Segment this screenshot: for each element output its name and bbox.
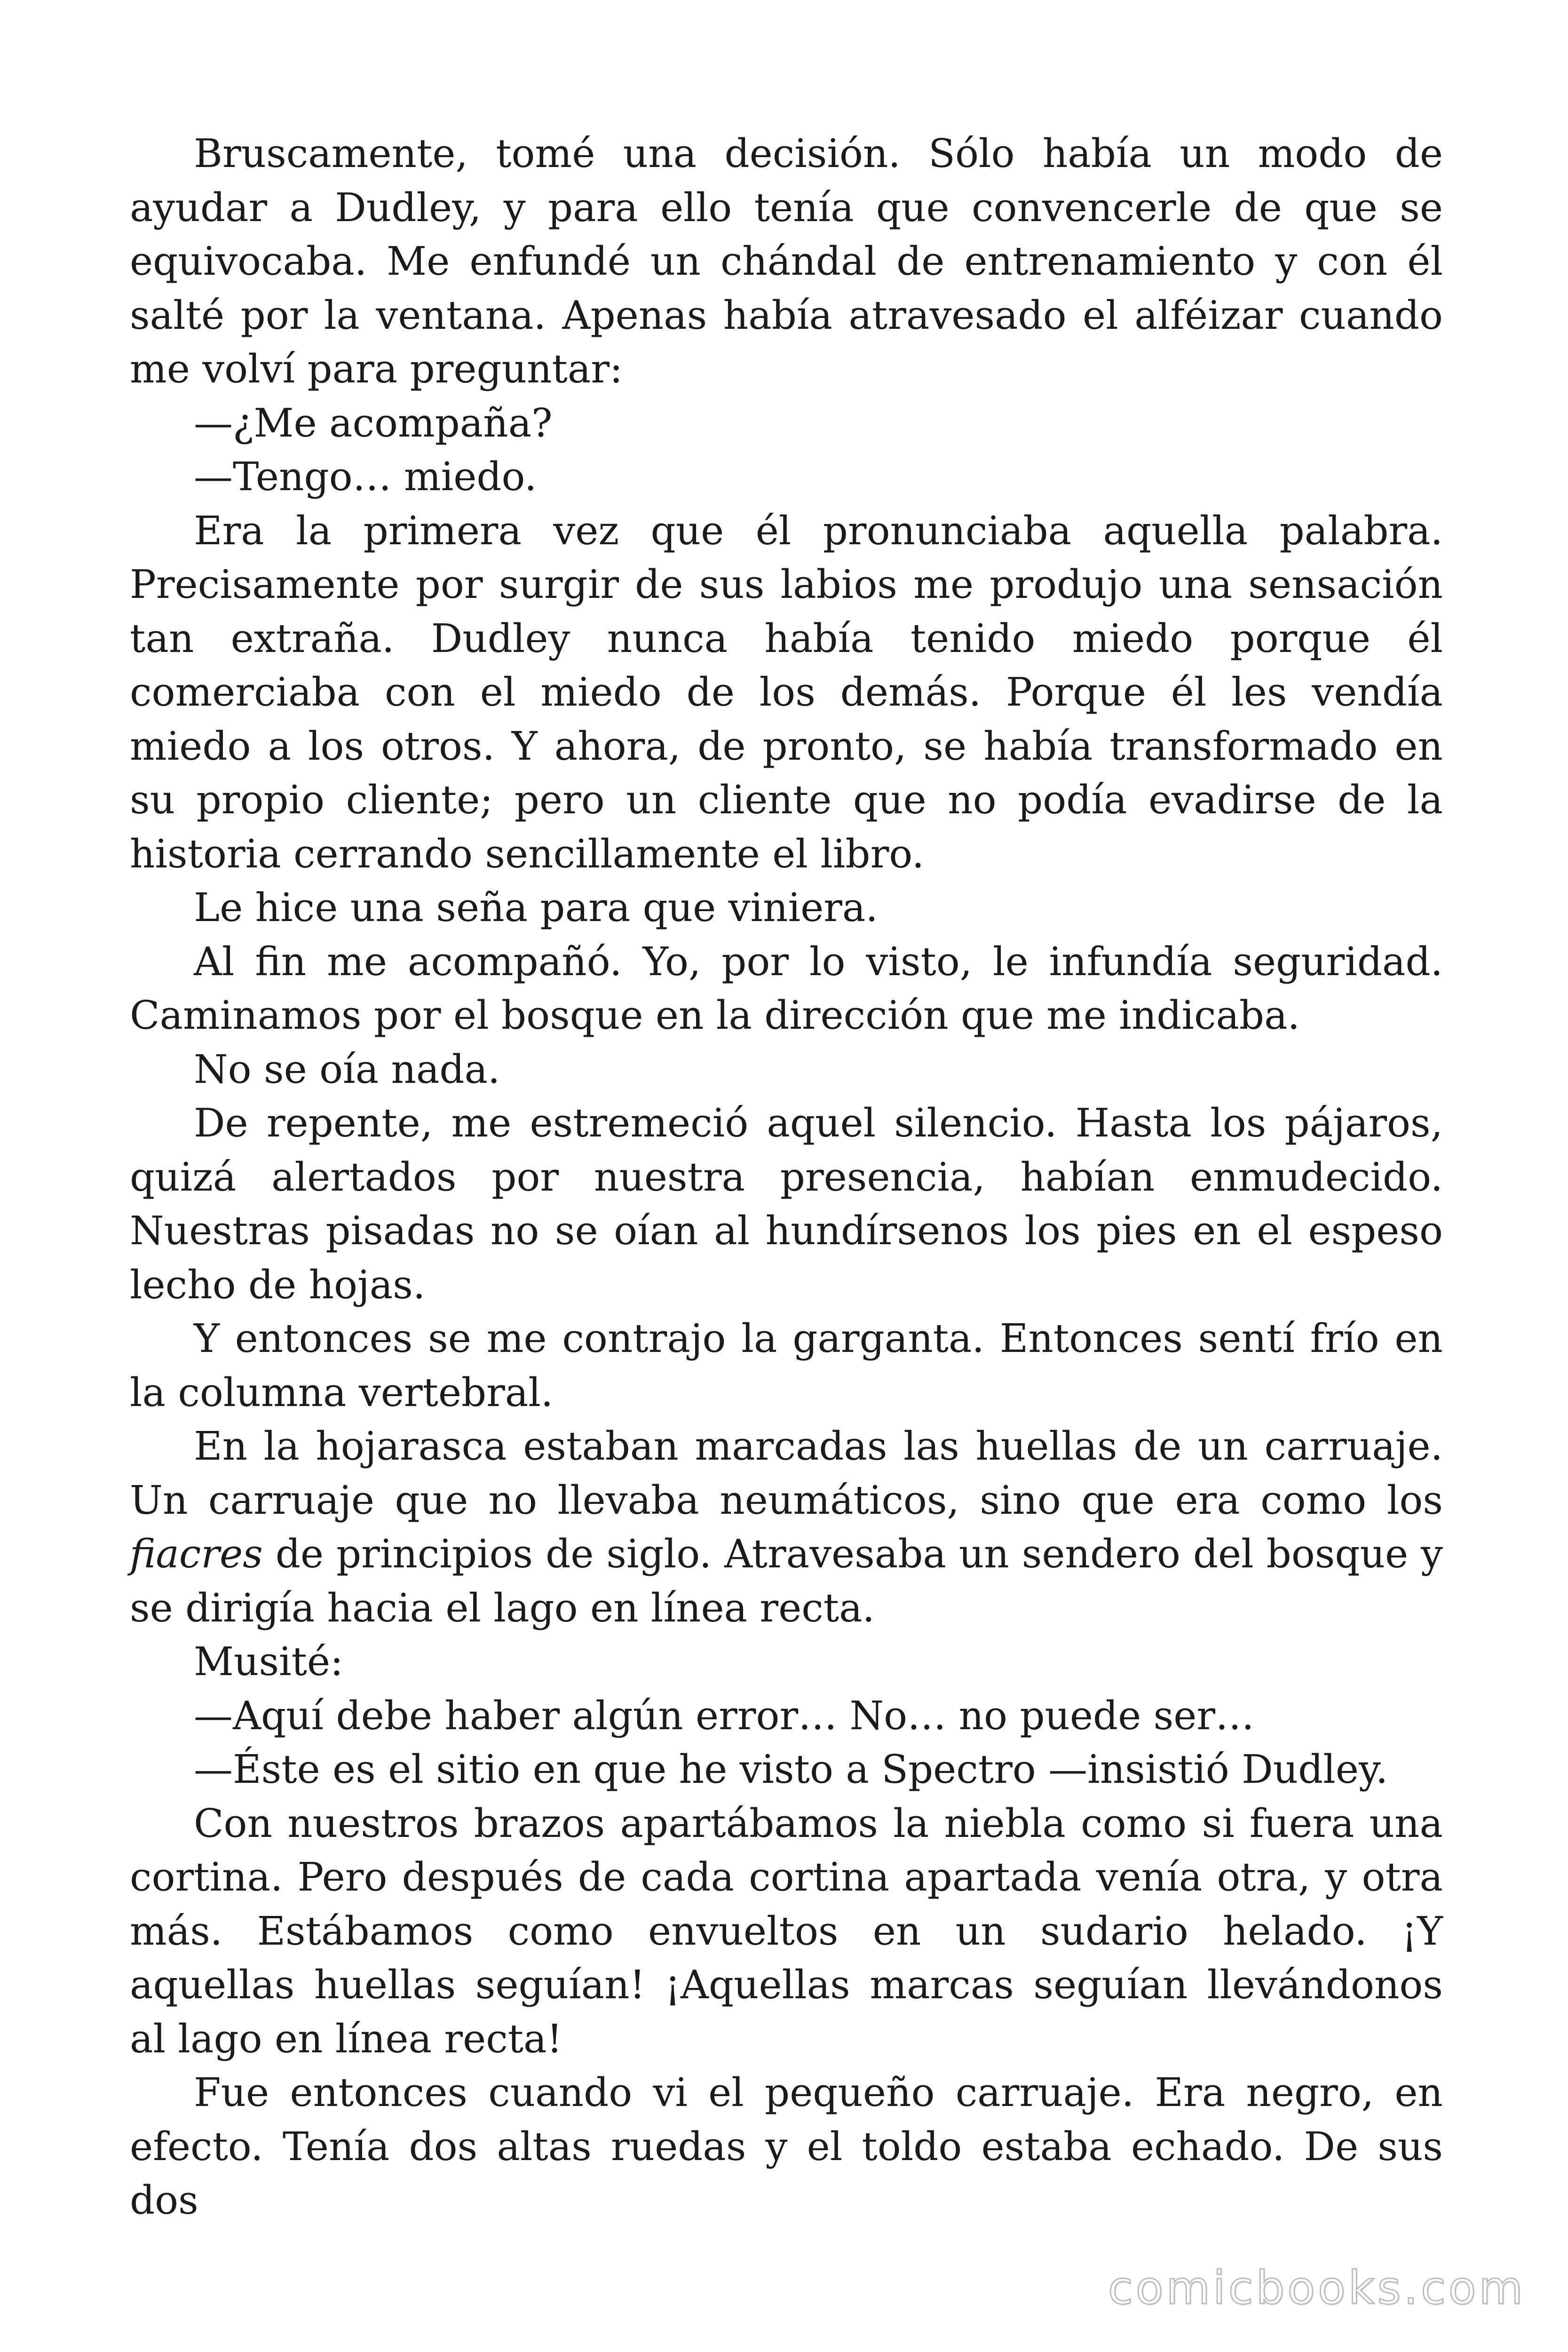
watermark: comicbooks.com (1108, 2262, 1526, 2314)
paragraph: No se oía nada. (194, 1046, 500, 1092)
paragraph: Y entonces se me contrajo la garganta. Entonces sentí frío en la columna vertebral. (130, 1316, 1443, 1415)
paragraph: Bruscamente, tomé una decisión. Sólo había un modo de ayudar a Dudley, y para ello tenía que convencerle de que se equivocaba. Me enfundé un chándal de entrenamiento y con él salté por la ventana. Apenas había atravesado el alféizar cuando me volví para preguntar: (130, 131, 1443, 392)
paragraph: Al fin me acompañó. Yo, por lo visto, le infundía seguridad. Caminamos por el bosque en la dirección que me indicaba. (130, 938, 1443, 1038)
paragraph: Le hice una seña para que viniera. (194, 885, 878, 930)
paragraph: —¿Me acompaña? (194, 400, 553, 446)
paragraph: —Aquí debe haber algún error… No… no puede ser… (194, 1692, 1255, 1739)
italic-word: fiacres (130, 1531, 263, 1577)
paragraph: Con nuestros brazos apartábamos la niebla como si fuera una cortina. Pero después de cada cortina apartada venía otra, y otra más. Estábamos como envueltos en un sudario helado. ¡Y aquellas huellas seguían! ¡Aquellas marcas seguían llevándonos al lago en línea recta! (130, 1800, 1443, 2062)
paragraph: Musité: (194, 1639, 344, 1685)
paragraph: En la hojarasca estaban marcadas las huellas de un carruaje. Un carruaje que no llevaba neumáticos, sino que era como los fiacres de principios de siglo. Atravesaba un sendero del bosque y se dirigía hacia el lago en línea recta. (130, 1423, 1443, 1631)
paragraph: —Éste es el sitio en que he visto a Spectro —insistió Dudley. (194, 1747, 1388, 1792)
paragraph: Fue entonces cuando vi el pequeño carruaje. Era negro, en efecto. Tenía dos altas ruedas y el toldo estaba echado. De sus dos (130, 2070, 1443, 2223)
paragraph: Era la primera vez que él pronunciaba aquella palabra. Precisamente por surgir de sus labios me produjo una sensación tan extraña. Dudley nunca había tenido miedo porque él comerciaba con el miedo de los demás. Porque él les vendía miedo a los otros. Y ahora, de pronto, se había transformado en su propio cliente; pero un cliente que no podía evadirse de la historia cerrando sencillamente el libro. (130, 508, 1443, 877)
paragraph: —Tengo… miedo. (194, 454, 537, 500)
page-body (130, 127, 1443, 2228)
paragraph: De repente, me estremeció aquel silencio. Hasta los pájaros, quizá alertados por nuestra presencia, habían enmudecido. Nuestras pisadas no se oían al hundírsenos los pies en el espeso lecho de hojas. (130, 1100, 1443, 1308)
